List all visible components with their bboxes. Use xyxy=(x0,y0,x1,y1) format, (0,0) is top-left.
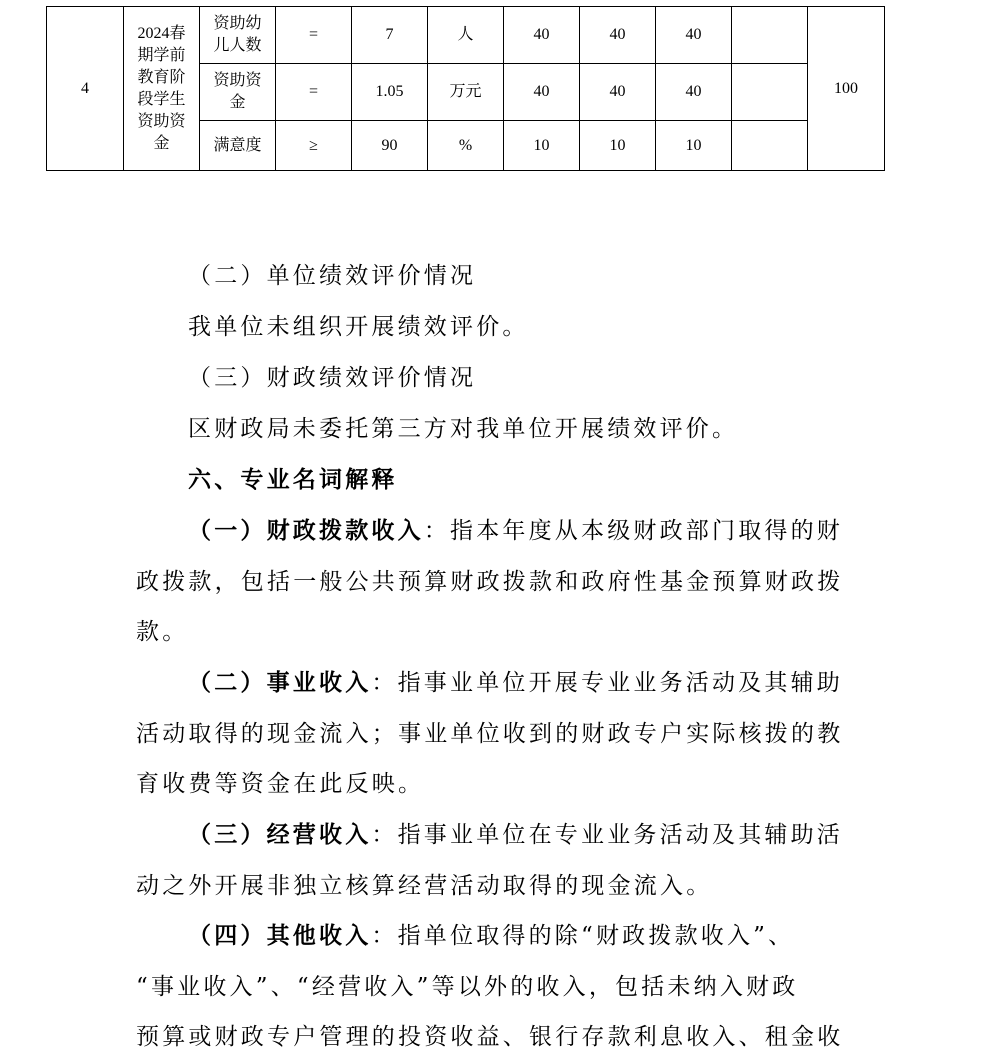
weight-cell: 40 xyxy=(504,7,580,64)
operator-cell: = xyxy=(276,7,352,64)
glossary-definition: ：指事业单位在专业业务活动及其辅助活 xyxy=(371,822,844,848)
glossary-item-operating-income xyxy=(188,810,843,860)
paragraph-line: 动之外开展非独立核算经营活动取得的现金流入。 xyxy=(136,873,713,899)
project-name-text: 2024春期学前教育阶段学生资助资金 xyxy=(137,24,186,152)
unit-cell: 人 xyxy=(428,7,504,64)
indicator-name-text: 资助资金 xyxy=(213,72,262,111)
paragraph-line: 政拨款，包括一般公共预算财政拨款和政府性基金预算财政拨 xyxy=(136,569,844,595)
score-cell: 40 xyxy=(580,7,656,64)
paragraph-line: 款。 xyxy=(136,619,189,645)
total-score-cell: 100 xyxy=(808,7,885,171)
performance-indicator-table xyxy=(46,6,885,171)
glossary-term: （四）其他收入 xyxy=(188,922,372,949)
paragraph-line: 预算或财政专户管理的投资收益、银行存款利息收入、租金收 xyxy=(136,1024,844,1050)
glossary-definition: ：指事业单位开展专业业务活动及其辅助 xyxy=(371,670,844,696)
target-value-cell: 7 xyxy=(352,7,428,64)
section-heading-glossary: 六、专业名词解释 xyxy=(188,466,398,493)
score-cell: 40 xyxy=(656,64,732,121)
section-heading-fiscal-evaluation: （三）财政绩效评价情况 xyxy=(188,365,477,391)
indicator-name-cell xyxy=(200,7,276,64)
score-cell: 10 xyxy=(580,121,656,171)
score-cell: 10 xyxy=(656,121,732,171)
note-cell xyxy=(732,64,808,121)
indicator-name-text: 资助幼儿人数 xyxy=(213,15,262,54)
paragraph-unit-evaluation: 我单位未组织开展绩效评价。 xyxy=(188,314,529,340)
paragraph-line: “事业收入”、“经营收入”等以外的收入，包括未纳入财政 xyxy=(136,974,799,1000)
weight-cell: 40 xyxy=(504,64,580,121)
score-cell: 40 xyxy=(580,64,656,121)
glossary-definition: ：指本年度从本级财政部门取得的财 xyxy=(423,518,844,544)
indicator-name-cell: 满意度 xyxy=(200,121,276,171)
glossary-term: （一）财政拨款收入 xyxy=(188,517,424,544)
unit-cell: % xyxy=(428,121,504,171)
operator-cell: ≥ xyxy=(276,121,352,171)
table-row xyxy=(47,7,885,64)
indicator-name-cell xyxy=(200,64,276,121)
paragraph-fiscal-evaluation: 区财政局未委托第三方对我单位开展绩效评价。 xyxy=(188,416,739,442)
glossary-item-business-income xyxy=(188,658,843,708)
weight-cell: 10 xyxy=(504,121,580,171)
project-name-cell xyxy=(124,7,200,171)
note-cell xyxy=(732,7,808,64)
score-cell: 40 xyxy=(656,7,732,64)
note-cell xyxy=(732,121,808,171)
target-value-cell: 1.05 xyxy=(352,64,428,121)
glossary-term: （二）事业收入 xyxy=(188,669,372,696)
section-heading-unit-evaluation: （二）单位绩效评价情况 xyxy=(188,263,477,289)
glossary-term: （三）经营收入 xyxy=(188,821,372,848)
paragraph-line: 活动取得的现金流入；事业单位收到的财政专户实际核拨的教 xyxy=(136,721,844,747)
row-number-cell: 4 xyxy=(47,7,124,171)
glossary-item-fiscal-appropriation xyxy=(188,506,843,556)
operator-cell: = xyxy=(276,64,352,121)
target-value-cell: 90 xyxy=(352,121,428,171)
glossary-item-other-income xyxy=(188,911,794,961)
paragraph-line: 育收费等资金在此反映。 xyxy=(136,771,425,797)
glossary-definition: ：指单位取得的除“财政拨款收入”、 xyxy=(371,923,795,949)
unit-cell: 万元 xyxy=(428,64,504,121)
